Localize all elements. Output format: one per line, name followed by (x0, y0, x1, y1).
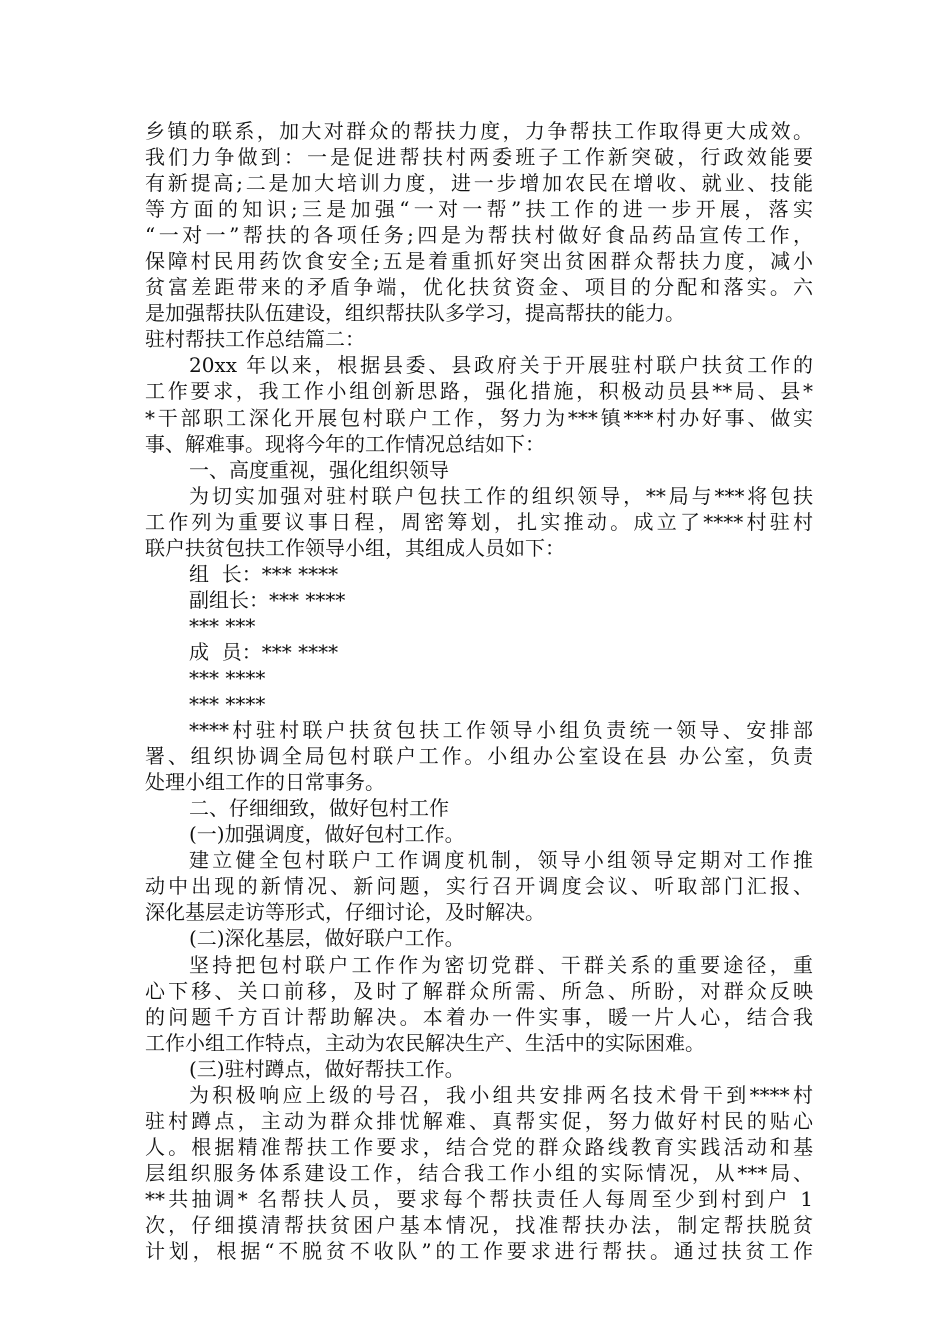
document-body (145, 118, 813, 1264)
text-line: 组 长：*** **** (189, 561, 339, 586)
text-line: 处理小组工作的日常事务。 (145, 770, 385, 795)
text-line: 20xx 年以来，根据县委、县政府关于开展驻村联户扶贫工作的 (189, 353, 813, 378)
text-line: *** **** (189, 665, 266, 690)
text-line: 建立健全包村联户工作调度机制，领导小组领导定期对工作推 (189, 848, 813, 873)
text-line: 事、解难事。现将今年的工作情况总结如下： (145, 431, 545, 456)
text-line: 乡镇的联系，加大对群众的帮扶力度，力争帮扶工作取得更大成效。 (145, 119, 813, 143)
text-line: 是加强帮扶队伍建设，组织帮扶队多学习，提高帮扶的能力。 (145, 301, 685, 326)
text-line: *干部职工深化开展包村联户工作，努力为***镇***村办好事、做实 (145, 405, 813, 430)
text-line: 为积极响应上级的号召，我小组共安排两名技术骨干到****村 (189, 1082, 813, 1107)
text-line: *** *** (189, 613, 256, 638)
text-line: 成 员：*** **** (189, 639, 339, 664)
text-line: 的问题千方百计帮助解决。本着办一件实事，暖一片人心，结合我 (145, 1004, 813, 1029)
text-line: 二、仔细细致，做好包村工作 (189, 796, 449, 821)
text-line: 署、组织协调全局包村联户工作。小组办公室设在县 办公室，负责 (145, 744, 813, 769)
text-line: 保障村民用药饮食安全;五是着重抓好突出贫困群众帮扶力度，减小 (145, 249, 813, 274)
text-line: 等方面的知识;三是加强“一对一帮”扶工作的进一步开展，落实 (145, 197, 813, 222)
text-line: 贫富差距带来的矛盾争端，优化扶贫资金、项目的分配和落实。六 (145, 275, 813, 300)
text-line: 副组长：*** **** (189, 587, 346, 612)
text-line: “一对一”帮扶的各项任务;四是为帮扶村做好食品药品宣传工作， (145, 223, 813, 248)
text-line: **共抽调* 名帮扶人员，要求每个帮扶责任人每周至少到村到户 1 (145, 1186, 813, 1211)
text-line: 我们力争做到：一是促进帮扶村两委班子工作新突破，行政效能要 (145, 145, 813, 170)
text-line: 驻村帮扶工作总结篇二： (145, 327, 365, 352)
text-line: (一)加强调度，做好包村工作。 (189, 822, 465, 847)
text-line: 工作要求，我工作小组创新思路，强化措施，积极动员县**局、县* (145, 379, 813, 404)
text-line: 联户扶贫包扶工作领导小组，其组成人员如下： (145, 535, 565, 560)
text-line: (三)驻村蹲点，做好帮扶工作。 (189, 1056, 465, 1081)
text-line: (二)深化基层，做好联户工作。 (189, 926, 465, 951)
text-line: 人。根据精准帮扶工作要求，结合党的群众路线教育实践活动和基 (145, 1134, 813, 1159)
text-line: 坚持把包村联户工作作为密切党群、干群关系的重要途径，重 (189, 952, 813, 977)
text-line: 有新提高;二是加大培训力度，进一步增加农民在增收、就业、技能 (145, 171, 813, 196)
text-line: 心下移、关口前移，及时了解群众所需、所急、所盼，对群众反映 (145, 978, 813, 1003)
text-line: 深化基层走访等形式，仔细讨论，及时解决。 (145, 900, 545, 925)
text-line: 工作小组工作特点，主动为农民解决生产、生活中的实际困难。 (145, 1030, 705, 1055)
text-line: 计划，根据“不脱贫不收队”的工作要求进行帮扶。通过扶贫工作 (145, 1239, 813, 1264)
text-line: ****村驻村联户扶贫包扶工作领导小组负责统一领导、安排部 (189, 718, 813, 743)
text-line: 动中出现的新情况、新问题，实行召开调度会议、听取部门汇报、 (145, 874, 813, 899)
text-line: 一、高度重视，强化组织领导 (189, 457, 449, 482)
text-line: *** **** (189, 692, 266, 717)
text-line: 工作列为重要议事日程，周密筹划，扎实推动。成立了****村驻村 (145, 509, 813, 534)
text-line: 为切实加强对驻村联户包扶工作的组织领导，**局与***将包扶 (189, 483, 813, 508)
text-line: 次，仔细摸清帮扶贫困户基本情况，找准帮扶办法，制定帮扶脱贫 (145, 1212, 813, 1237)
text-line: 层组织服务体系建设工作，结合我工作小组的实际情况，从***局、 (145, 1160, 813, 1185)
text-line: 驻村蹲点，主动为群众排忧解难、真帮实促，努力做好村民的贴心 (145, 1108, 813, 1133)
